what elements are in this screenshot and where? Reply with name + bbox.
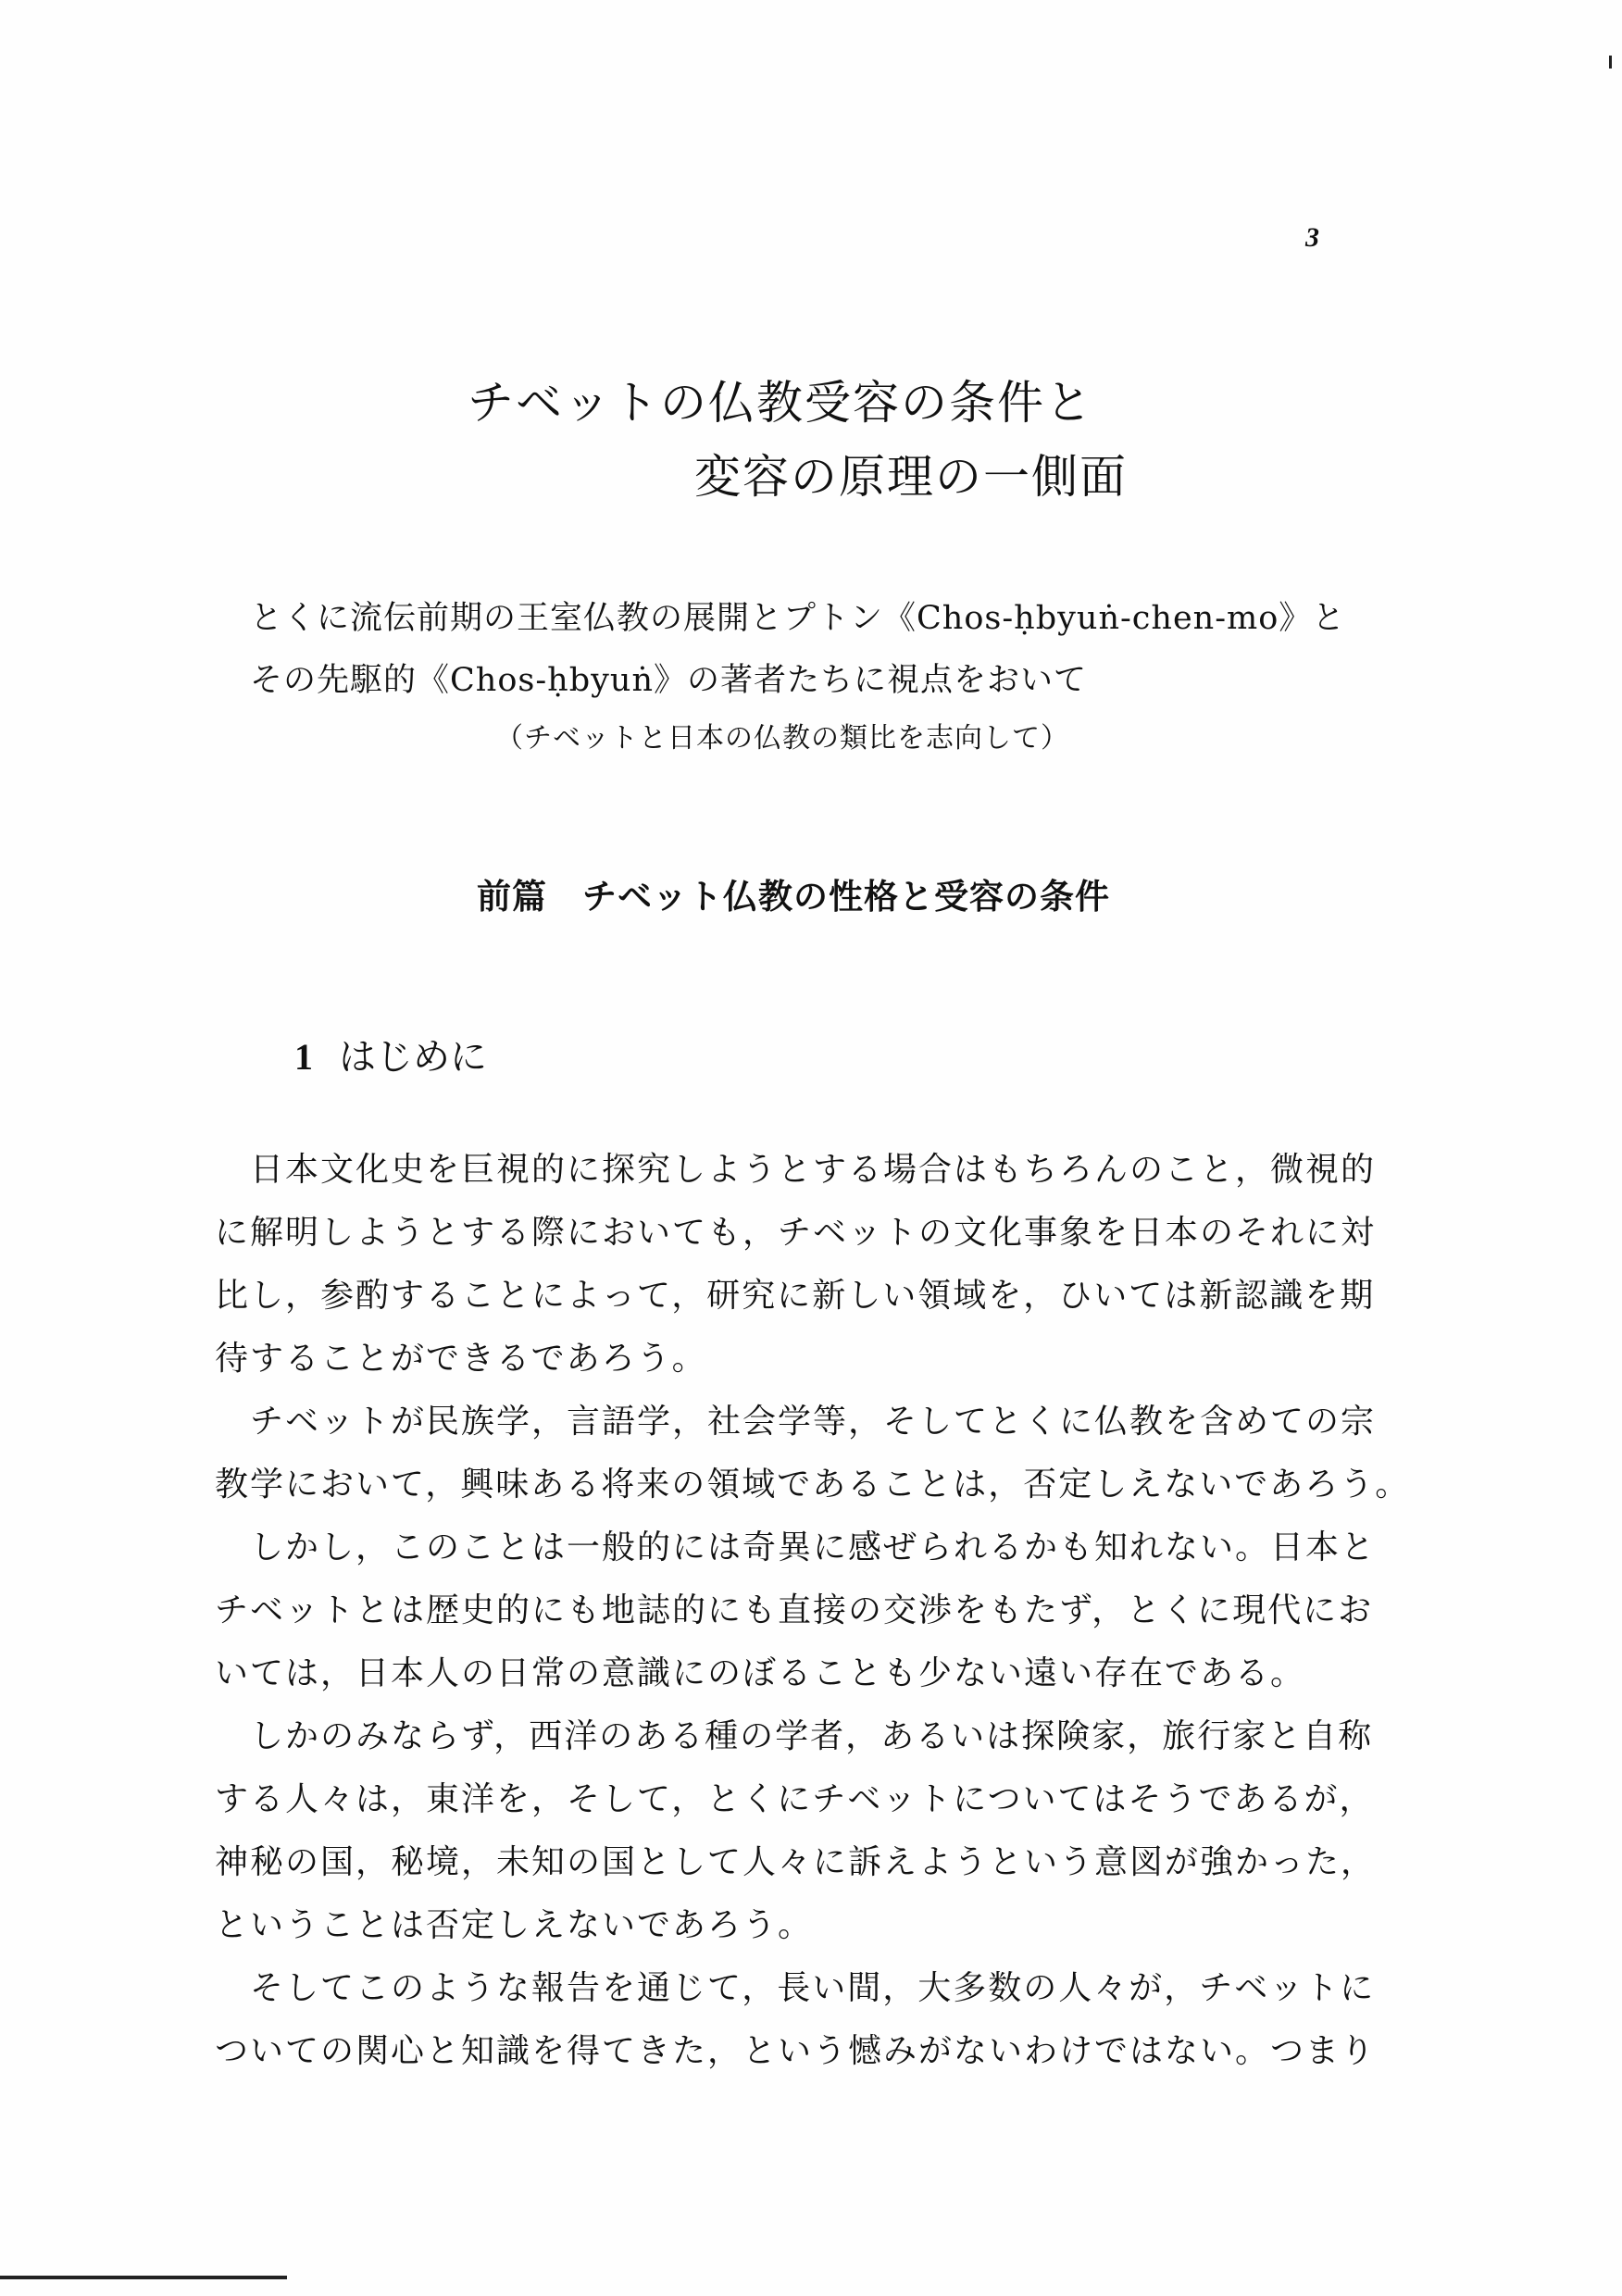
section-title: はじめに [339, 1036, 487, 1079]
body-line: 比し，参酌することによって，研究に新しい領域を，ひいては新認識を期 [215, 1277, 1376, 1315]
subtitle-note: （チベットと日本の仏教の類比を志向して） [495, 722, 1069, 755]
body-line: する人々は，東洋を，そして，とくにチベットについてはそうであるが， [215, 1780, 1375, 1818]
body-line: 待することができるであろう。 [215, 1340, 707, 1378]
body-line: 日本文化史を巨視的に探究しようとする場合はもちろんのこと，微視的 [250, 1151, 1377, 1189]
body-line: チベットとは歴史的にも地誌的にも直接の交渉をもたず，とくに現代にお [215, 1591, 1374, 1629]
body-line: 神秘の国，秘境，未知の国として人々に訴えようという意図が強かった， [215, 1843, 1377, 1881]
title-line-2: 変容の原理の一側面 [694, 450, 1128, 504]
section-number: 1 [294, 1036, 313, 1078]
title-line-1: チベットの仏教受容の条件と [468, 376, 1093, 430]
body-line: そしてこのような報告を通じて，長い間，大多数の人々が，チベットに [250, 1969, 1376, 2007]
part-heading: 前篇 チベット仏教の性格と受容の条件 [477, 876, 1110, 917]
body-line: ついての関心と知識を得てきた，という憾みがないわけではない。つまり [215, 2032, 1377, 2070]
scan-edge-mark [0, 2276, 287, 2279]
body-line: いては，日本人の日常の意識にのぼることも少ない遠い存在である。 [215, 1654, 1306, 1692]
body-line: ということは否定しえないであろう。 [215, 1906, 814, 1944]
page-number: 3 [1305, 222, 1319, 253]
body-line: しかし，このことは一般的には奇異に感ぜられるかも知れない。日本と [250, 1529, 1377, 1566]
section-heading [294, 1028, 487, 1080]
body-line: チベットが民族学，言語学，社会学等，そしてとくに仏教を含めての宗 [250, 1403, 1377, 1441]
body-line: 教学において，興味ある将来の領域であることは，否定しえないであろう。 [215, 1466, 1411, 1504]
body-line: しかのみならず，西洋のある種の学者，あるいは探険家，旅行家と自称 [250, 1717, 1374, 1755]
subtitle-line-1: とくに流伝前期の王室仏教の展開とプトン《Chos-ḥbyuṅ-chen-mo》と [250, 600, 1346, 637]
subtitle-line-2: その先駆的《Chos-ḥbyuṅ》の著者たちに視点をおいて [250, 662, 1087, 699]
body-line: に解明しようとする際においても，チベットの文化事象を日本のそれに対 [215, 1214, 1377, 1252]
scan-speck [1609, 56, 1612, 69]
